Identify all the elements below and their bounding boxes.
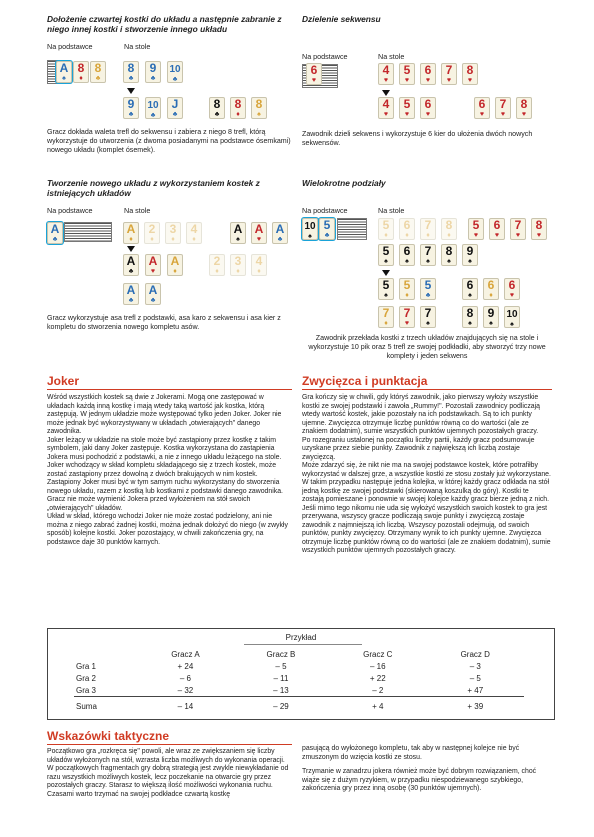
tile: 7 ♠ — [420, 244, 436, 266]
tile: 6 ♥ — [474, 97, 490, 119]
tile: 6 ♥ — [504, 278, 520, 300]
tile: 2 ♦ — [209, 254, 225, 276]
tile: A ♣ — [123, 283, 139, 305]
tile: 7 ♠ — [420, 306, 436, 328]
tile: 9 ♣ — [145, 61, 161, 83]
tile: 8 ♠ — [441, 244, 457, 266]
tips-left: Początkowo gra „rozkręca się" powoli, ale wraz ze zwiększaniem się liczby układów wyłożonych na stół, wzrasta liczba możliwych do wykonania operacji. W początkowych fragmentach gry dobrą strategią jest zwykle niewykładanie od razu wszystkich możliwych kostek, lecz poczekanie na otwarcie gry przez pozostałych graczy. Starasz to większą ilość możliwości wykonania ruchu. Czasami warto trzymać na swojej podkładce czwartą kostkę — [47, 748, 289, 798]
tile: 3 ♦ — [230, 254, 246, 276]
score-cell: + 22 — [369, 673, 386, 683]
section-title-split: Dzielenie sekwensu — [302, 14, 381, 24]
tile: 3 ♦ — [165, 222, 181, 244]
tile: 7 ♥ — [399, 306, 415, 328]
tile: 8 ♥ — [531, 218, 547, 240]
tile: 4 ♥ — [378, 97, 394, 119]
tile: J ♣ — [167, 97, 183, 119]
score-cell: – 11 — [273, 673, 289, 683]
tile: 8 ♥ — [516, 97, 532, 119]
tile: 9 ♠ — [462, 244, 478, 266]
tile: 10 ♣ — [145, 97, 161, 119]
tile: 5 ♠ — [378, 244, 394, 266]
score-cell: – 13 — [273, 685, 289, 695]
tile: 5 ♠ — [378, 278, 394, 300]
tile: 2 ♦ — [144, 222, 160, 244]
tile: 8 ♣ — [90, 61, 106, 83]
tile: 5 ♥ — [399, 97, 415, 119]
joker-heading: Joker — [47, 374, 80, 388]
tile: A ♣ — [47, 222, 63, 244]
tile: A ♠ — [230, 222, 246, 244]
arrow-down-icon — [382, 270, 390, 276]
tile: A ♥ — [145, 254, 161, 276]
tile: A ♥ — [251, 222, 267, 244]
column-header: Gracz D — [460, 649, 490, 659]
winner-heading: Zwycięzca i punktacja — [302, 374, 428, 388]
tips-right-2: Trzymanie w zanadrzu jokera również może być dobrym rozwiązaniem, choć wiąże się z dużym ryzykiem, w przypadku niespodziewanego szybkiego, zakończenia gry przez inną osobę (30 punktów ujemnych). — [302, 768, 537, 792]
score-cell: – 32 — [177, 685, 194, 695]
tile: 5 ♣ — [420, 278, 436, 300]
divider — [302, 389, 552, 390]
score-cell: – 3 — [469, 661, 481, 671]
divider — [47, 389, 292, 390]
tile: 8 ♦ — [230, 97, 246, 119]
arrow-down-icon — [127, 88, 135, 94]
tile: 6 ♥ — [306, 63, 322, 85]
tile: 6 ♦ — [399, 218, 415, 240]
arrow-down-icon — [127, 246, 135, 252]
tile: 8 ♥ — [462, 63, 478, 85]
divider — [47, 744, 292, 745]
tile: 10 ♣ — [167, 61, 183, 83]
section-title-multi-split: Wielokrotne podziały — [302, 178, 386, 188]
table-label: Na stole — [378, 52, 405, 61]
arrow-down-icon — [382, 90, 390, 96]
tile: 10 ♠ — [302, 218, 318, 240]
tile: 9 ♣ — [123, 97, 139, 119]
caption: Zawodnik przekłada kostki z trzech układów znajdujących się na stole i wykorzystuje 10 pik oraz 5 trefl ze swojej podkładki, aby stworzyć trzy nowe komplety i jeden sekwens — [308, 334, 546, 361]
rack-label: Na podstawce — [47, 206, 93, 215]
column-header: Gracz B — [266, 649, 296, 659]
table-header-row — [74, 648, 524, 660]
tile: A ♠ — [56, 61, 72, 83]
score-cell: – 29 — [273, 701, 289, 711]
example-title: Przykład — [285, 633, 317, 642]
rack-label: Na podstawce — [47, 42, 93, 51]
tile: 8 ♦ — [73, 61, 89, 83]
tile: 4 ♦ — [186, 222, 202, 244]
tile: 6 ♠ — [399, 244, 415, 266]
tile: 8 ♠ — [462, 306, 478, 328]
row-label: Gra 1 — [76, 661, 97, 671]
tile: A ♦ — [167, 254, 183, 276]
row-label: Suma — [76, 701, 97, 711]
tile: 7 ♥ — [441, 63, 457, 85]
tile: 5 ♥ — [399, 63, 415, 85]
tile: 8 ♣ — [123, 61, 139, 83]
winner-body: Gra kończy się w chwili, gdy któryś zawodnik, jako pierwszy wyłoży wszystkie kostki ze swojej podstawki i zawoła „Rummy!". Pozostali zawodnicy podliczają wtedy wartość kostek, jakie pozostały na ich podstawkach. Są to ich punkty ujemne. Zwycięzca otrzymuje liczbę punktów równą co do wartości (ale ze znakiem dodatnim), sumie wszystkich punktów ujemnych pozostałych graczy. Po rozegraniu ustalonej na początku liczby partii, każdy gracz podsumowuje uzyskane przez siebie punkty. Zawodnik z największą ich liczbą zostaje zwycięzcą. Może zdarzyć się, że nikt nie ma na swojej podstawce kostek, które potrafiłby wykorzystać w dalszej grze, a wszystkie kostki ze stosu zostały już wykorzystane. W takim przypadku następuje jedna kolejka, w której każdy gracz odkłada na stół jedną kostkę ze swojej podstawki (skierowaną koszulką do góry). Kostki te zostają pomieszane i ponownie w swojej kolejce każdy gracz bierze jedną z nich. Jeśli mimo tego nikomu nie uda się wyłożyć wszystkich swoich kostek to gra jest przerywana, wszyscy gracze podliczają swoje punkty i zwycięzcą zostaje zawodnik z najmniejszą ich liczbą. Wszyscy pozostali odejmują, od swoich punktów, punkty zwycięzcy. Otrzymany wynik to ich punkty ujemne. Zwycięzca otrzymuje liczbę punktów równą co do wartości (ale ze znakiem dodatnim), sumie wszystkich punktów ujemnych pozostałych graczy. — [302, 394, 551, 554]
row-label: Gra 2 — [76, 673, 97, 683]
tile: 6 ♥ — [420, 97, 436, 119]
tile-rack — [64, 222, 112, 242]
score-cell: + 39 — [467, 701, 484, 711]
score-cell: – 6 — [179, 673, 191, 683]
tile: 6 ♥ — [420, 63, 436, 85]
tile: 10 ♠ — [504, 306, 520, 328]
table-row — [74, 684, 524, 697]
rack-label: Na podstawce — [302, 206, 348, 215]
tips-heading: Wskazówki taktyczne — [47, 729, 170, 743]
joker-body: Wśród wszystkich kostek są dwie z Jokerami. Mogą one zastępować w układach każdą inną kostkę i mają wtedy taką wartość jak kostka, którą zastępują. W jednym układzie może występować tylko jeden Joker. Joker nie może jednak być wykorzystywany w układach „otwierających" danego zawodnika. Joker leżący w układzie na stole może być zastąpiony przez kostkę z takim symbolem, jaki dany Joker zastępuje. Kostka wykorzystana do zastąpienia Jokera musi pochodzić z podstawki, a nie z innego układu leżącego na stole. Joker wchodzący w skład kompletu składającego się z trzech kostek, może zostać zastąpiony przez dowolną z dwóch brakujących w nim kostek. Zastąpiony Joker musi być w tym samym ruchu wykorzystany do stworzenia nowego układu, razem z kostką lub kostkami z podstawki danego zawodnika. Gracz nie może wymienić Jokera przed wyłożeniem na stół swoich „otwierających" układów. Układ w skład, którego wchodzi Joker nie może zostać podzielony, ani nie można z niego zabrać żadnej kostki, można jednak dołożyć do niego (w zwykły sposób) kolejne kostki. Joker pozostający, w chwili zakończenia gry, na podstawce daje 30 punktów karnych. — [47, 394, 288, 546]
table-label: Na stole — [124, 42, 151, 51]
tile: 7 ♥ — [510, 218, 526, 240]
table-row — [74, 660, 524, 672]
sum-row — [74, 697, 524, 713]
tile: A ♣ — [272, 222, 288, 244]
caption: Gracz dokłada waleta trefl do sekwensu i zabiera z niego 8 trefl, którą wykorzystuje do utworzenia (z dwoma posiadanymi na podstawce ósemkami) nowego układu (komplet ósemek). — [47, 128, 291, 155]
divider — [244, 644, 362, 645]
table-label: Na stole — [378, 206, 405, 215]
column-header: Gracz C — [363, 649, 393, 659]
table-label: Na stole — [124, 206, 151, 215]
tile: 6 ♦ — [483, 278, 499, 300]
section-title-new-set: Tworzenie nowego układu z wykorzystaniem kostek z istniejących układów — [47, 178, 260, 198]
example-box — [47, 628, 555, 720]
section-title-add-fourth: Dołożenie czwartej kostki do układu a następnie zabranie z niego innej kostki i stworzenie innego układu — [47, 14, 282, 34]
tile: 5 ♣ — [319, 218, 335, 240]
score-cell: – 2 — [372, 685, 384, 695]
tile: 5 ♦ — [399, 278, 415, 300]
score-cell: – 14 — [177, 701, 194, 711]
tile: 4 ♥ — [378, 63, 394, 85]
score-table — [74, 648, 524, 712]
tile: 4 ♦ — [251, 254, 267, 276]
score-cell: – 5 — [275, 661, 287, 671]
tile: A ♣ — [145, 283, 161, 305]
score-cell: – 5 — [469, 673, 481, 683]
score-cell: – 16 — [369, 661, 386, 671]
tile: 9 ♠ — [483, 306, 499, 328]
tile: 8 ♠ — [251, 97, 267, 119]
tile: A ♣ — [123, 254, 139, 276]
caption: Gracz wykorzystuje asa trefl z podstawki, asa karo z sekwensu i asa kier z kompletu do stworzenia nowego kompletu asów. — [47, 314, 281, 332]
tile: 7 ♦ — [420, 218, 436, 240]
caption: Zawodnik dzieli sekwens i wykorzystuje 6 kier do ułożenia dwóch nowych sekwensów. — [302, 130, 533, 148]
tips-right-1: pasującą do wyłożonego kompletu, tak aby w następnej kolejce nie być zmuszonym do wzięcia kostki ze stosu. — [302, 745, 520, 761]
tile-rack — [337, 218, 367, 240]
table-row — [74, 672, 524, 684]
tile: A ♦ — [123, 222, 139, 244]
tile: 8 ♦ — [441, 218, 457, 240]
tile: 7 ♦ — [378, 306, 394, 328]
tile: 6 ♥ — [489, 218, 505, 240]
score-cell: + 4 — [372, 701, 384, 711]
row-label: Gra 3 — [76, 685, 97, 695]
tile: 5 ♥ — [468, 218, 484, 240]
score-cell: + 47 — [467, 685, 484, 695]
rack-label: Na podstawce — [302, 52, 348, 61]
column-header: Gracz A — [171, 649, 200, 659]
tile: 7 ♥ — [495, 97, 511, 119]
tile: 8 ♣ — [209, 97, 225, 119]
tile: 5 ♦ — [378, 218, 394, 240]
score-cell: + 24 — [177, 661, 194, 671]
tile: 6 ♠ — [462, 278, 478, 300]
